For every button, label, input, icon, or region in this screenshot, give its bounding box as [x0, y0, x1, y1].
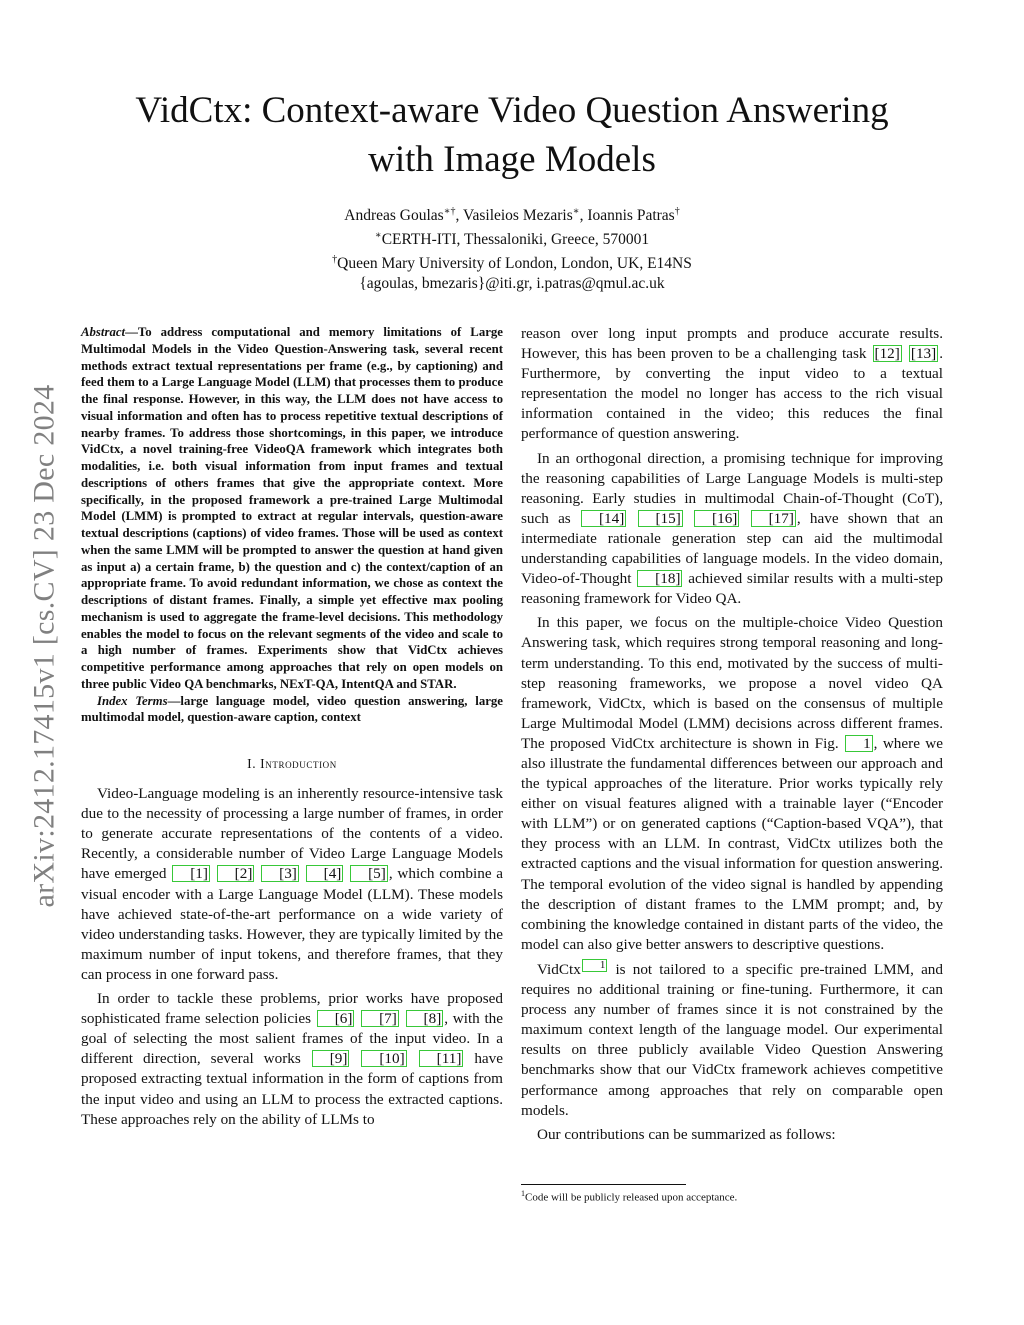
author-names: Andreas Goulas∗†, Vasileios Mezaris∗, Ioannis Patras† [344, 206, 680, 225]
author-name: Vasileios Mezaris [463, 207, 573, 225]
paragraph-text: , where we also illustrate the fundamental differences between our approach and the typical approaches of the literature. Prior works typically rely either on visual features aligned with a trainable layer (“Encoder with LLM”) or on generated captions (“Caption-based VQA”), that they process with an LLM. In contrast, VidCtx utilizes both the extracted captions and the visual information for question answering. The temporal evolution of the video signal is handled by appending the description of distant frames to the LMM prompt; and, by combining the knowledge contained in distant parts of the video, the model can also give better answers to descriptive questions. [521, 734, 944, 953]
footnote-text: Code will be publicly released upon acceptance. [525, 1191, 738, 1204]
paragraph-text: achieved similar results with a multi-step reasoning framework for Video QA. [521, 570, 943, 608]
abstract-text: —To address computational and memory limitations of Large Multimodal Models in the Video Question-Answering task, several recent methods extract textual representations per frame (e.g., by captioning) and feed them to a Large Language Model (LLM) that processes them to produce the final response. However, in this way, the LLM does not have access to visual information and often has to process repetitive textual descriptions of nearby frames. To address those shortcomings, in this paper, we introduce VidCtx, a novel training-free VideoQA framework which integrates both modalities, i.e. both visual information from input frames and textual descriptions of others frames that give the appropriate context. More specifically, in the proposed framework a pre-trained Large Multimodal Model (LMM) is prompted to extract at regular intervals, question-aware textual descriptions (captions) of video frames. Those will be used as context when the same LMM will be prompted to answer the question at hand given as input a) a certain frame, b) the question and c) the context/caption of an appropriate frame. To avoid redundant information, we chose as context the descriptions of distant frames. Finally, a simple yet effective max pooling mechanism is used to aggregate the frame-level decisions. This methodology enables the model to focus on the relevant segments of the video and scale to a high number of frames. Experiments show that VidCtx achieves competitive performance among approaches that rely on open models on three public Video QA benchmarks, NExT-QA, IntentQA and STAR. [81, 325, 503, 691]
footnote-mark: 1 [521, 1189, 525, 1198]
paragraph [521, 613, 943, 955]
section-title: Introduction [260, 756, 337, 771]
paragraph-text [400, 1010, 405, 1027]
affiliation-text: CERTH-ITI, Thessaloniki, Greece, 570001 [381, 231, 650, 249]
abstract-label: Abstract [81, 325, 126, 339]
paragraph-text: In this paper, we focus on the multiple-choice Video Question Answering task, which requires strong temporal reasoning and long-term understanding. To this end, motivated by the success of multi-step reasoning frameworks, we propose a novel video QA framework, VidCtx, which is based on the consensus of multiple Large Multimodal Model (LMM) decisions across different frames. The proposed VidCtx architecture is shown in Fig. [521, 614, 943, 752]
paragraph-text: In an orthogonal direction, a promising technique for improving the reasoning capabilities of Large Language Models is multi-step reasoning. Early studies in multimodal Chain-of-Thought (CoT), such as [521, 449, 943, 527]
author-mark: ∗ [572, 206, 580, 217]
author-name: Ioannis Patras [587, 207, 675, 225]
paragraph-text [684, 510, 693, 527]
citation-link[interactable]: [7] [361, 1010, 399, 1027]
citation-link[interactable]: [4] [306, 865, 344, 882]
paragraph-text [255, 865, 260, 882]
citation-link[interactable]: [14] [581, 510, 626, 527]
title-line-1: VidCtx: Context-aware Video Question Answering [135, 90, 889, 131]
citation-link[interactable]: 1 [845, 735, 873, 752]
citation-link[interactable]: [17] [751, 510, 796, 527]
section-number: I. [247, 756, 257, 771]
affiliation [60, 250, 964, 274]
paragraph-text: VidCtx [537, 960, 581, 978]
paragraph-text [350, 1050, 360, 1067]
title-line-2: with Image Models [368, 139, 656, 180]
citation-link[interactable]: [6] [317, 1010, 355, 1027]
paragraph-text [627, 510, 636, 527]
author-mark: ∗† [443, 206, 456, 217]
paragraph-text [355, 1010, 360, 1027]
index-terms-text: —large language model, video question answering, large multimodal model, question-aware caption, context [81, 693, 503, 725]
paragraph [521, 1125, 943, 1145]
paragraph [521, 959, 943, 1121]
paragraph-text: , with the goal of selecting the most salient frames of the input video. In a different direction, several works [81, 1010, 504, 1068]
paragraph-text: Video-Language modeling is an inherently resource-intensive task due to the necessity of processing a large number of frames, in order to generate accurate representations of the contents of a video. Recently, a considerable number of Video Large Language Models have emerged [81, 785, 503, 883]
index-terms [81, 693, 503, 727]
paragraph-text: reason over long input prompts and produce accurate results. However, this has been proven to be a challenging task [521, 325, 943, 363]
paragraph-text: is not tailored to a specific pre-trained LMM, and requires no additional training or fine-tuning. Furthermore, it can process any number of frames since it is not constrained by the maximum context length of the language model. Our experimental results on three publicly available Video Question Answering benchmarks show that our VidCtx framework achieves competitive performance among approaches that rely on comparable open models. [521, 960, 943, 1119]
citation-link[interactable]: [11] [419, 1050, 464, 1067]
citation-link[interactable]: [13] [910, 345, 937, 363]
footnote-rule [521, 1184, 686, 1185]
paragraph-text: . Furthermore, by converting the input video to a textual representation the model no longer has access to the rich visual information contained in the video; this reduces the final performance of question answering. [521, 345, 943, 443]
paragraph [81, 784, 503, 985]
citation-link[interactable]: [12] [874, 345, 900, 363]
author-mark: † [674, 206, 680, 217]
paragraph-text: have proposed extracting textual information in the form of captions from the input video and using an LLM to process the extracted captions. These approaches rely on the ability of LLMs to [81, 1050, 504, 1128]
index-terms-label: Index Terms [97, 693, 168, 708]
paragraph-text: In order to tackle these problems, prior works have proposed sophisticated frame selection policies [81, 990, 503, 1028]
paragraph [521, 324, 943, 445]
paragraph-text [740, 510, 749, 527]
footnote [521, 1184, 943, 1204]
citation-link[interactable]: [10] [361, 1050, 406, 1067]
paragraph-text [300, 865, 305, 882]
arxiv-identifier [22, 346, 66, 946]
citation-link[interactable]: [1] [172, 865, 210, 882]
citation-link[interactable]: [9] [312, 1050, 350, 1067]
citation-link[interactable]: [8] [406, 1010, 444, 1027]
affiliation [60, 226, 964, 250]
paragraph-text: , which combine a visual encoder with a Large Language Model (LLM). These models have achieved state-of-the-art performance on a wide variety of video understanding tasks. However, they are typically limited by the maximum number of input tokens, and therefore frames, that they can process in one forward pass. [81, 865, 504, 983]
citation-link[interactable]: [5] [350, 865, 388, 882]
author-emails: {agoulas, bmezaris}@iti.gr, i.patras@qmul.ac.uk [359, 275, 665, 293]
affiliation-text: Queen Mary University of London, London, UK, E14NS [337, 255, 692, 273]
paragraph-text: , have shown that an intermediate rationale generation step can aid the multimodal understanding capabilities of language models. In the video domain, Video-of-Thought [521, 509, 944, 588]
left-column [81, 324, 503, 1134]
affiliation-mark: † [332, 254, 338, 266]
affiliation-mark: ∗ [374, 230, 382, 242]
paragraph-text [211, 865, 216, 882]
paragraph [81, 989, 503, 1130]
paragraph-text [344, 865, 349, 882]
paper-title [60, 86, 964, 184]
paragraph-text [408, 1050, 418, 1067]
abstract [81, 324, 503, 693]
citation-link[interactable]: [2] [217, 865, 255, 882]
citation-link[interactable]: [15] [638, 510, 683, 527]
left-body [81, 784, 503, 1130]
paragraph [521, 449, 943, 610]
citation-link[interactable]: [3] [261, 865, 299, 882]
section-heading-introduction [81, 754, 503, 774]
citation-link[interactable]: [16] [694, 510, 739, 527]
paragraph-text: Our contributions can be summarized as follows: [537, 1125, 836, 1143]
arxiv-id-text: arXiv:2412.17415v1 [cs.CV] 23 Dec 2024 [27, 384, 61, 908]
right-column [521, 324, 943, 1149]
paragraph-text [903, 345, 908, 362]
author-block [60, 202, 964, 294]
citation-link[interactable]: 1 [582, 959, 608, 972]
author-name: Andreas Goulas [344, 207, 444, 225]
citation-link[interactable]: [18] [637, 570, 682, 587]
right-body [521, 324, 943, 1145]
